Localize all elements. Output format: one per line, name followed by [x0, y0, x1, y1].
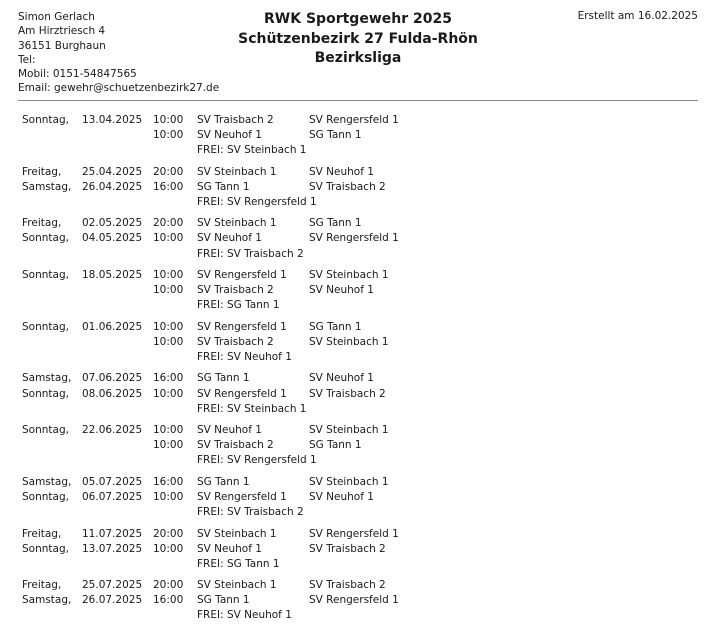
away-team: SV Steinbach 1 — [309, 424, 389, 437]
match-time: 10:00 — [153, 335, 184, 348]
match-day: Freitag, — [22, 165, 62, 178]
match-time: 20:00 — [153, 527, 184, 540]
contact-mobile: Mobil: 0151-54847565 — [18, 68, 137, 81]
home-team: SG Tann 1 — [197, 594, 250, 607]
match-row — [0, 578, 713, 593]
match-date: 05.07.2025 — [82, 475, 143, 488]
match-time: 10:00 — [153, 424, 184, 437]
match-day: Sonntag, — [22, 542, 69, 555]
match-row — [0, 371, 713, 386]
match-date: 18.05.2025 — [82, 269, 143, 282]
match-row — [0, 113, 713, 128]
match-day: Sonntag, — [22, 387, 69, 400]
match-row — [0, 180, 713, 195]
match-row — [0, 475, 713, 490]
round-block — [0, 423, 713, 475]
bye-team: FREI: SV Rengersfeld 1 — [197, 195, 317, 208]
match-row — [0, 216, 713, 231]
bye-team: FREI: SG Tann 1 — [197, 557, 280, 570]
match-row — [0, 165, 713, 180]
match-time: 16:00 — [153, 475, 184, 488]
away-team: SG Tann 1 — [309, 129, 362, 142]
match-date: 25.04.2025 — [82, 165, 143, 178]
match-row — [0, 268, 713, 283]
away-team: SV Neuhof 1 — [309, 284, 374, 297]
bye-row — [0, 505, 713, 520]
bye-team: FREI: SV Traisbach 2 — [197, 247, 304, 260]
match-date: 04.05.2025 — [82, 232, 143, 245]
bye-team: FREI: SV Neuhof 1 — [197, 350, 292, 363]
match-time: 20:00 — [153, 165, 184, 178]
home-team: SV Rengersfeld 1 — [197, 269, 287, 282]
match-time: 10:00 — [153, 129, 184, 142]
match-date: 25.07.2025 — [82, 579, 143, 592]
home-team: SV Traisbach 2 — [197, 284, 274, 297]
home-team: SV Rengersfeld 1 — [197, 320, 287, 333]
match-day: Sonntag, — [22, 269, 69, 282]
home-team: SV Neuhof 1 — [197, 232, 262, 245]
home-team: SV Rengersfeld 1 — [197, 490, 287, 503]
home-team: SV Steinbach 1 — [197, 165, 277, 178]
away-team: SG Tann 1 — [309, 217, 362, 230]
home-team: SV Neuhof 1 — [197, 542, 262, 555]
match-time: 10:00 — [153, 269, 184, 282]
match-row — [0, 335, 713, 350]
match-time: 10:00 — [153, 542, 184, 555]
match-day: Sonntag, — [22, 490, 69, 503]
match-day: Sonntag, — [22, 114, 69, 126]
header-divider — [18, 100, 698, 101]
match-time: 16:00 — [153, 594, 184, 607]
bye-team: FREI: SV Steinbach 1 — [197, 402, 307, 415]
match-date: 26.04.2025 — [82, 180, 143, 193]
bye-row — [0, 143, 713, 158]
away-team: SV Steinbach 1 — [309, 475, 389, 488]
home-team: SV Rengersfeld 1 — [197, 387, 287, 400]
bye-row — [0, 557, 713, 572]
bye-row — [0, 453, 713, 468]
round-block — [0, 475, 713, 527]
round-block — [0, 578, 713, 630]
match-time: 10:00 — [153, 232, 184, 245]
match-row — [0, 320, 713, 335]
match-row — [0, 438, 713, 453]
match-date: 07.06.2025 — [82, 372, 143, 385]
round-block — [0, 320, 713, 372]
away-team: SG Tann 1 — [309, 439, 362, 452]
away-team: SV Traisbach 2 — [309, 579, 386, 592]
match-date: 11.07.2025 — [82, 527, 143, 540]
away-team: SV Traisbach 2 — [309, 387, 386, 400]
bye-row — [0, 298, 713, 313]
match-date: 06.07.2025 — [82, 490, 143, 503]
away-team: SV Traisbach 2 — [309, 180, 386, 193]
match-time: 10:00 — [153, 387, 184, 400]
bye-team: FREI: SV Rengersfeld 1 — [197, 454, 317, 467]
round-block — [0, 113, 713, 165]
match-row — [0, 128, 713, 143]
match-date: 26.07.2025 — [82, 594, 143, 607]
away-team: SV Neuhof 1 — [309, 372, 374, 385]
contact-address — [18, 10, 219, 96]
match-row — [0, 423, 713, 438]
away-team: SV Rengersfeld 1 — [309, 594, 399, 607]
match-time: 16:00 — [153, 372, 184, 385]
contact-name: Simon Gerlach — [18, 11, 95, 23]
match-date: 01.06.2025 — [82, 320, 143, 333]
created-date: Erstellt am 16.02.2025 — [577, 10, 698, 22]
contact-email: Email: gewehr@schuetzenbezirk27.de — [18, 82, 220, 95]
round-block — [0, 216, 713, 268]
match-day: Freitag, — [22, 217, 62, 230]
title-line-2: Schützenbezirk 27 Fulda-Rhön — [238, 30, 478, 47]
home-team: SV Traisbach 2 — [197, 439, 274, 452]
match-day: Sonntag, — [22, 232, 69, 245]
match-time: 16:00 — [153, 180, 184, 193]
round-block — [0, 268, 713, 320]
bye-row — [0, 247, 713, 262]
match-schedule — [0, 113, 713, 630]
round-block — [0, 165, 713, 217]
match-time: 10:00 — [153, 439, 184, 452]
match-date: 13.04.2025 — [82, 114, 143, 126]
match-row — [0, 490, 713, 505]
bye-team: FREI: SV Traisbach 2 — [197, 506, 304, 518]
home-team: SV Steinbach 1 — [197, 217, 277, 230]
match-time: 10:00 — [153, 284, 184, 297]
match-day: Samstag, — [22, 180, 72, 193]
round-block — [0, 371, 713, 423]
match-date: 02.05.2025 — [82, 217, 143, 230]
match-row — [0, 527, 713, 542]
match-date: 22.06.2025 — [82, 424, 143, 437]
away-team: SV Neuhof 1 — [309, 165, 374, 178]
home-team: SV Neuhof 1 — [197, 424, 262, 437]
bye-row — [0, 350, 713, 365]
bye-team: FREI: SV Neuhof 1 — [197, 609, 292, 622]
title-line-3: Bezirksliga — [314, 50, 402, 66]
away-team: SV Steinbach 1 — [309, 335, 389, 348]
home-team: SV Traisbach 2 — [197, 114, 274, 126]
bye-row — [0, 195, 713, 210]
contact-street: Am Hirztriesch 4 — [18, 25, 106, 38]
match-row — [0, 387, 713, 402]
match-time: 10:00 — [153, 320, 184, 333]
match-date: 08.06.2025 — [82, 387, 143, 400]
away-team: SV Traisbach 2 — [309, 542, 386, 555]
bye-row — [0, 402, 713, 417]
away-team: SV Steinbach 1 — [309, 269, 389, 282]
home-team: SG Tann 1 — [197, 475, 250, 488]
home-team: SV Steinbach 1 — [197, 579, 277, 592]
match-day: Samstag, — [22, 594, 72, 607]
document-title — [200, 10, 516, 69]
match-time: 10:00 — [153, 114, 184, 126]
match-day: Sonntag, — [22, 320, 69, 333]
away-team: SG Tann 1 — [309, 320, 362, 333]
home-team: SV Neuhof 1 — [197, 129, 262, 142]
bye-team: FREI: SV Steinbach 1 — [197, 144, 307, 157]
home-team: SV Steinbach 1 — [197, 527, 277, 540]
bye-team: FREI: SG Tann 1 — [197, 299, 280, 312]
match-time: 20:00 — [153, 217, 184, 230]
match-day: Freitag, — [22, 579, 62, 592]
match-row — [0, 231, 713, 246]
match-time: 10:00 — [153, 490, 184, 503]
match-row — [0, 593, 713, 608]
match-date: 13.07.2025 — [82, 542, 143, 555]
bye-row — [0, 608, 713, 623]
contact-city: 36151 Burghaun — [18, 39, 106, 52]
match-time: 20:00 — [153, 579, 184, 592]
round-block — [0, 527, 713, 579]
away-team: SV Rengersfeld 1 — [309, 527, 399, 540]
away-team: SV Rengersfeld 1 — [309, 232, 399, 245]
home-team: SV Traisbach 2 — [197, 335, 274, 348]
away-team: SV Neuhof 1 — [309, 490, 374, 503]
match-day: Samstag, — [22, 372, 72, 385]
match-row — [0, 283, 713, 298]
home-team: SG Tann 1 — [197, 372, 250, 385]
match-row — [0, 542, 713, 557]
match-day: Samstag, — [22, 475, 72, 488]
match-day: Sonntag, — [22, 424, 69, 437]
title-line-1: RWK Sportgewehr 2025 — [264, 11, 452, 27]
away-team: SV Rengersfeld 1 — [309, 114, 399, 126]
home-team: SG Tann 1 — [197, 180, 250, 193]
match-day: Freitag, — [22, 527, 62, 540]
contact-tel: Tel: — [18, 53, 36, 66]
